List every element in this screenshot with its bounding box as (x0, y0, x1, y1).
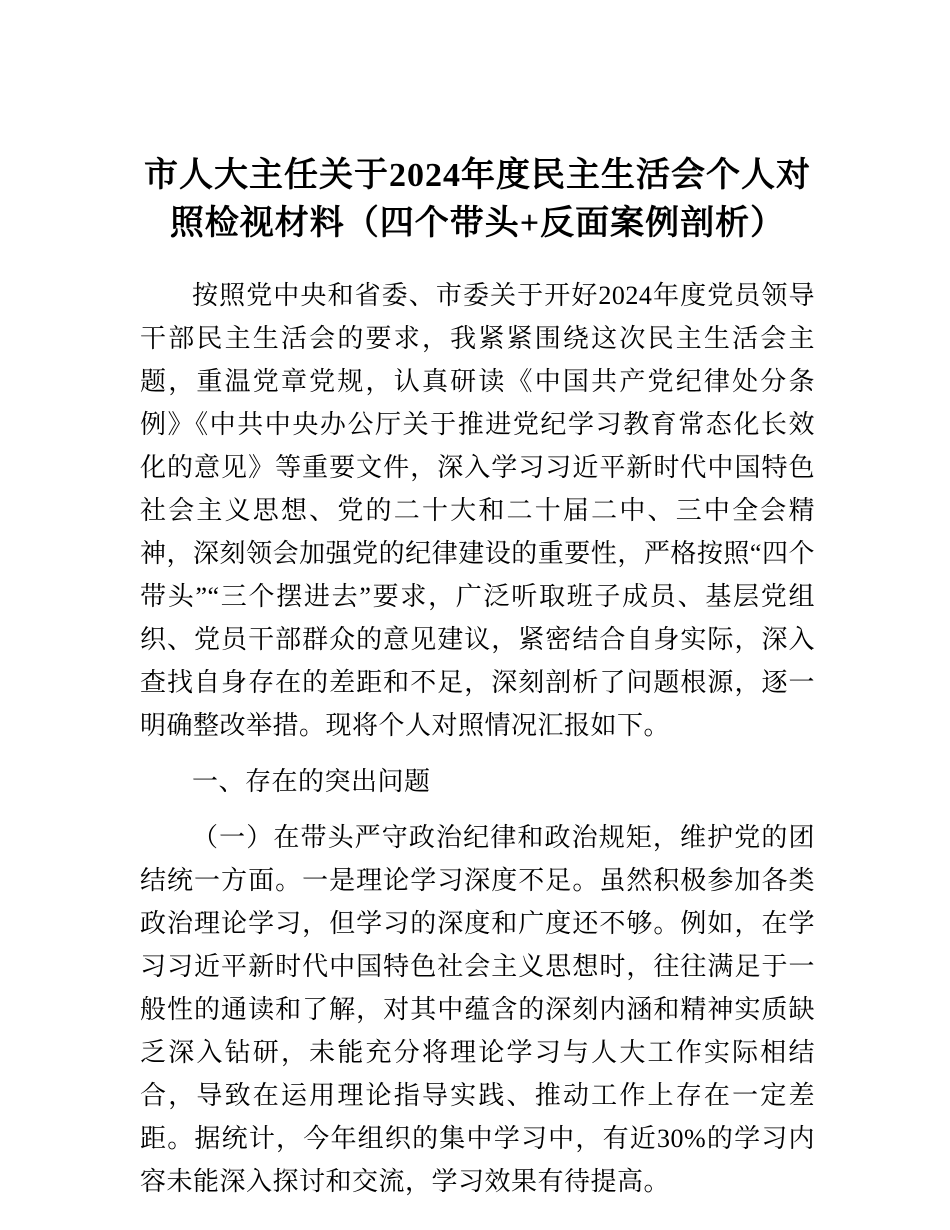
document-title: 市人大主任关于2024年度民主生活会个人对照检视材料（四个带头+反面案例剖析） (144, 157, 811, 242)
section-heading-problems: 一、存在的突出问题 (192, 767, 431, 796)
paragraph-problem-1: （一）在带头严守政治纪律和政治规矩，维护党的团结统一方面。一是理论学习深度不足。虽然积极参加各类政治理论学习，但学习的深度和广度还不够。例如，在学习习近平新时代中国特色社会主义思想时，往往满足于一般性的通读和了解，对其中蕴含的深刻内涵和精神实质缺乏深入钻研，未能充分将理论学习与人大工作实际相结合，导致在运用理论指导实践、推动工作上存在一定差距。据统计，今年组织的集中学习中，有近30%的学习内容未能深入探讨和交流，学习效果有待提高。 (140, 823, 815, 1196)
intro-paragraph: 按照党中央和省委、市委关于开好2024年度党员领导干部民主生活会的要求，我紧紧围绕这次民主生活会主题，重温党章党规，认真研读《中国共产党纪律处分条例》《中共中央办公厅关于推进党纪学习教育常态化长效化的意见》等重要文件，深入学习习近平新时代中国特色社会主义思想、党的二十大和二十届二中、三中全会精神，深刻领会加强党的纪律建设的重要性，严格按照“四个带头”“三个摆进去”要求，广泛听取班子成员、基层党组织、党员干部群众的意见建议，紧密结合自身实际，深入查找自身存在的差距和不足，深刻剖析了问题根源，逐一明确整改举措。现将个人对照情况汇报如下。 (140, 281, 815, 740)
